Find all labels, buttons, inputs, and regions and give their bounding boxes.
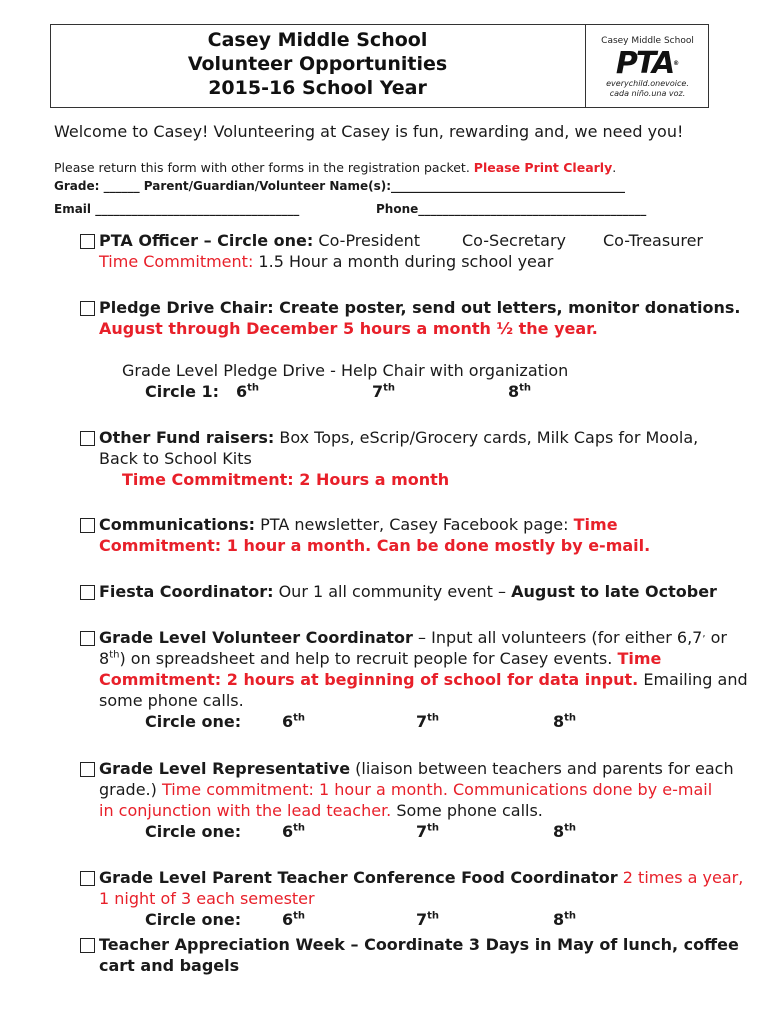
conference-food-time2: 1 night of 3 each semester	[99, 889, 315, 908]
volunteer-coordinator-text1: – Input all volunteers (for either 6,7	[418, 628, 703, 647]
volunteer-coordinator-grade-7[interactable]: 7th	[416, 712, 440, 731]
grade-rep-time2: in conjunction with the lead teacher.	[99, 801, 392, 820]
grade-rep-grade-7[interactable]: 7th	[416, 822, 440, 841]
volunteer-coordinator-text3: Emailing and	[643, 670, 748, 689]
grade-rep-time: Time commitment: 1 hour a month. Communications done by e-mail	[161, 780, 713, 799]
grade-rep-text2: grade.)	[99, 780, 157, 799]
grade-rep-label: Grade Level Representative	[99, 759, 351, 778]
grade-rep-grade-8[interactable]: 8th	[553, 822, 577, 841]
communications-time: Commitment: 1 hour a month. Can be done mostly by e-mail.	[99, 536, 651, 555]
pta-logo	[586, 24, 709, 108]
print-clearly: Please Print Clearly	[473, 160, 613, 175]
pledge-drive-checkbox[interactable]	[80, 301, 95, 316]
pta-time-label: Time Commitment:	[99, 252, 254, 271]
co-president-option[interactable]: Co-President	[318, 231, 421, 250]
grade-rep-line2	[99, 780, 712, 799]
fund-raisers-line2: Back to School Kits	[99, 449, 252, 468]
fund-raisers-label: Other Fund raisers:	[99, 428, 275, 447]
fund-raisers-checkbox[interactable]	[80, 431, 95, 446]
pta-time-text: 1.5 Hour a month during school year	[258, 252, 554, 271]
grade-rep-text3: Some phone calls.	[396, 801, 543, 820]
volunteer-coordinator-text2: ) on spreadsheet and help to recruit people for Casey events.	[119, 649, 613, 668]
volunteer-coordinator-time-start: Time	[617, 649, 662, 668]
grade-rep-line1	[99, 759, 734, 778]
pta-officer-time	[99, 252, 553, 271]
conference-food-grade-8[interactable]: 8th	[553, 910, 577, 929]
email-field[interactable]: Email __________________________________	[54, 202, 300, 216]
instructions-text: Please return this form with other forms in the registration packet.	[54, 160, 470, 175]
grade-name-field[interactable]: Grade: ______ Parent/Guardian/Volunteer Name(s):_______________________________________	[54, 179, 626, 193]
pledge-grade-8[interactable]: 8th	[508, 382, 532, 401]
grade-rep-line3	[99, 801, 543, 820]
registered-mark: ®	[673, 60, 680, 67]
pledge-drive-sub: Grade Level Pledge Drive - Help Chair with organization	[122, 361, 569, 380]
grade-rep-text1: (liaison between teachers and parents for each	[355, 759, 734, 778]
conference-food-grade-7[interactable]: 7th	[416, 910, 440, 929]
fiesta-label: Fiesta Coordinator:	[99, 582, 274, 601]
instructions-line: Please return this form with other forms in the registration packet. Please Print Clearly.	[54, 160, 617, 175]
volunteer-coordinator-label: Grade Level Volunteer Coordinator	[99, 628, 413, 647]
logo-tagline-es: cada niño.una voz.	[609, 89, 686, 98]
pta-officer-label: PTA Officer – Circle one:	[99, 231, 314, 250]
pta-mark	[586, 46, 709, 81]
communications-text: PTA newsletter, Casey Facebook page:	[260, 515, 569, 534]
fund-raisers-time: Time Commitment: 2 Hours a month	[122, 470, 450, 489]
communications-checkbox[interactable]	[80, 518, 95, 533]
teacher-appreciation-checkbox[interactable]	[80, 938, 95, 953]
volunteer-coordinator-grade-8[interactable]: 8th	[553, 712, 577, 731]
pta-officer-line	[99, 231, 420, 250]
pledge-circle-label: Circle 1:	[145, 382, 220, 401]
fiesta-text: Our 1 all community event –	[278, 582, 506, 601]
grade-rep-circle-label: Circle one:	[145, 822, 242, 841]
conference-food-line1	[99, 868, 743, 887]
volunteer-coordinator-time: Commitment: 2 hours at beginning of school for data input.	[99, 670, 639, 689]
volunteer-coordinator-line3	[99, 670, 748, 689]
volunteer-coordinator-grade-6[interactable]: 6th	[282, 712, 306, 731]
pledge-grade-7[interactable]: 7th	[372, 382, 396, 401]
welcome-text: Welcome to Casey! Volunteering at Casey is fun, rewarding and, we need you!	[54, 122, 684, 141]
pledge-drive-time: August through December 5 hours a month ½ the year.	[99, 319, 598, 338]
teacher-appreciation-line1: Teacher Appreciation Week – Coordinate 3 Days in May of lunch, coffee	[99, 935, 739, 954]
fund-raisers-text: Box Tops, eScrip/Grocery cards, Milk Caps for Moola,	[279, 428, 699, 447]
pta-officer-checkbox[interactable]	[80, 234, 95, 249]
title-line-2: Volunteer Opportunities	[187, 53, 448, 75]
logo-school-name: Casey Middle School	[601, 36, 694, 46]
logo-tagline-en: everychild.onevoice.	[606, 79, 689, 88]
volunteer-coordinator-line2: 8th) on spreadsheet and help to recruit people for Casey events. Time	[99, 649, 662, 668]
volunteer-coordinator-checkbox[interactable]	[80, 631, 95, 646]
conference-food-time: 2 times a year,	[622, 868, 744, 887]
conference-food-label: Grade Level Parent Teacher Conference Food Coordinator	[99, 868, 618, 887]
pledge-drive-line1: Pledge Drive Chair: Create poster, send out letters, monitor donations.	[99, 298, 741, 317]
conference-food-grade-6[interactable]: 6th	[282, 910, 306, 929]
volunteer-coordinator-line4: some phone calls.	[99, 691, 244, 710]
grade-rep-grade-6[interactable]: 6th	[282, 822, 306, 841]
pta-wordmark: PTA	[615, 46, 674, 81]
title-line-3: 2015-16 School Year	[208, 77, 427, 99]
title-line-1: Casey Middle School	[207, 29, 428, 51]
teacher-appreciation-line2: cart and bagels	[99, 956, 240, 975]
co-treasurer-option[interactable]: Co-Treasurer	[603, 231, 703, 250]
page-title	[50, 28, 585, 100]
co-secretary-option[interactable]: Co-Secretary	[462, 231, 567, 250]
conference-food-checkbox[interactable]	[80, 871, 95, 886]
fiesta-checkbox[interactable]	[80, 585, 95, 600]
fund-raisers-line1	[99, 428, 698, 447]
communications-label: Communications:	[99, 515, 256, 534]
fiesta-dates: August to late October	[511, 582, 717, 601]
communications-time-start: Time	[573, 515, 618, 534]
pledge-grade-6[interactable]: 6th	[236, 382, 260, 401]
volunteer-coordinator-line1: Grade Level Volunteer Coordinator – Input all volunteers (for either 6,7, or	[99, 628, 727, 647]
grade-rep-checkbox[interactable]	[80, 762, 95, 777]
fiesta-line	[99, 582, 717, 601]
communications-line1	[99, 515, 618, 534]
conference-food-circle-label: Circle one:	[145, 910, 242, 929]
phone-field[interactable]: Phone______________________________________	[376, 202, 647, 216]
volunteer-coordinator-circle-label: Circle one:	[145, 712, 242, 731]
